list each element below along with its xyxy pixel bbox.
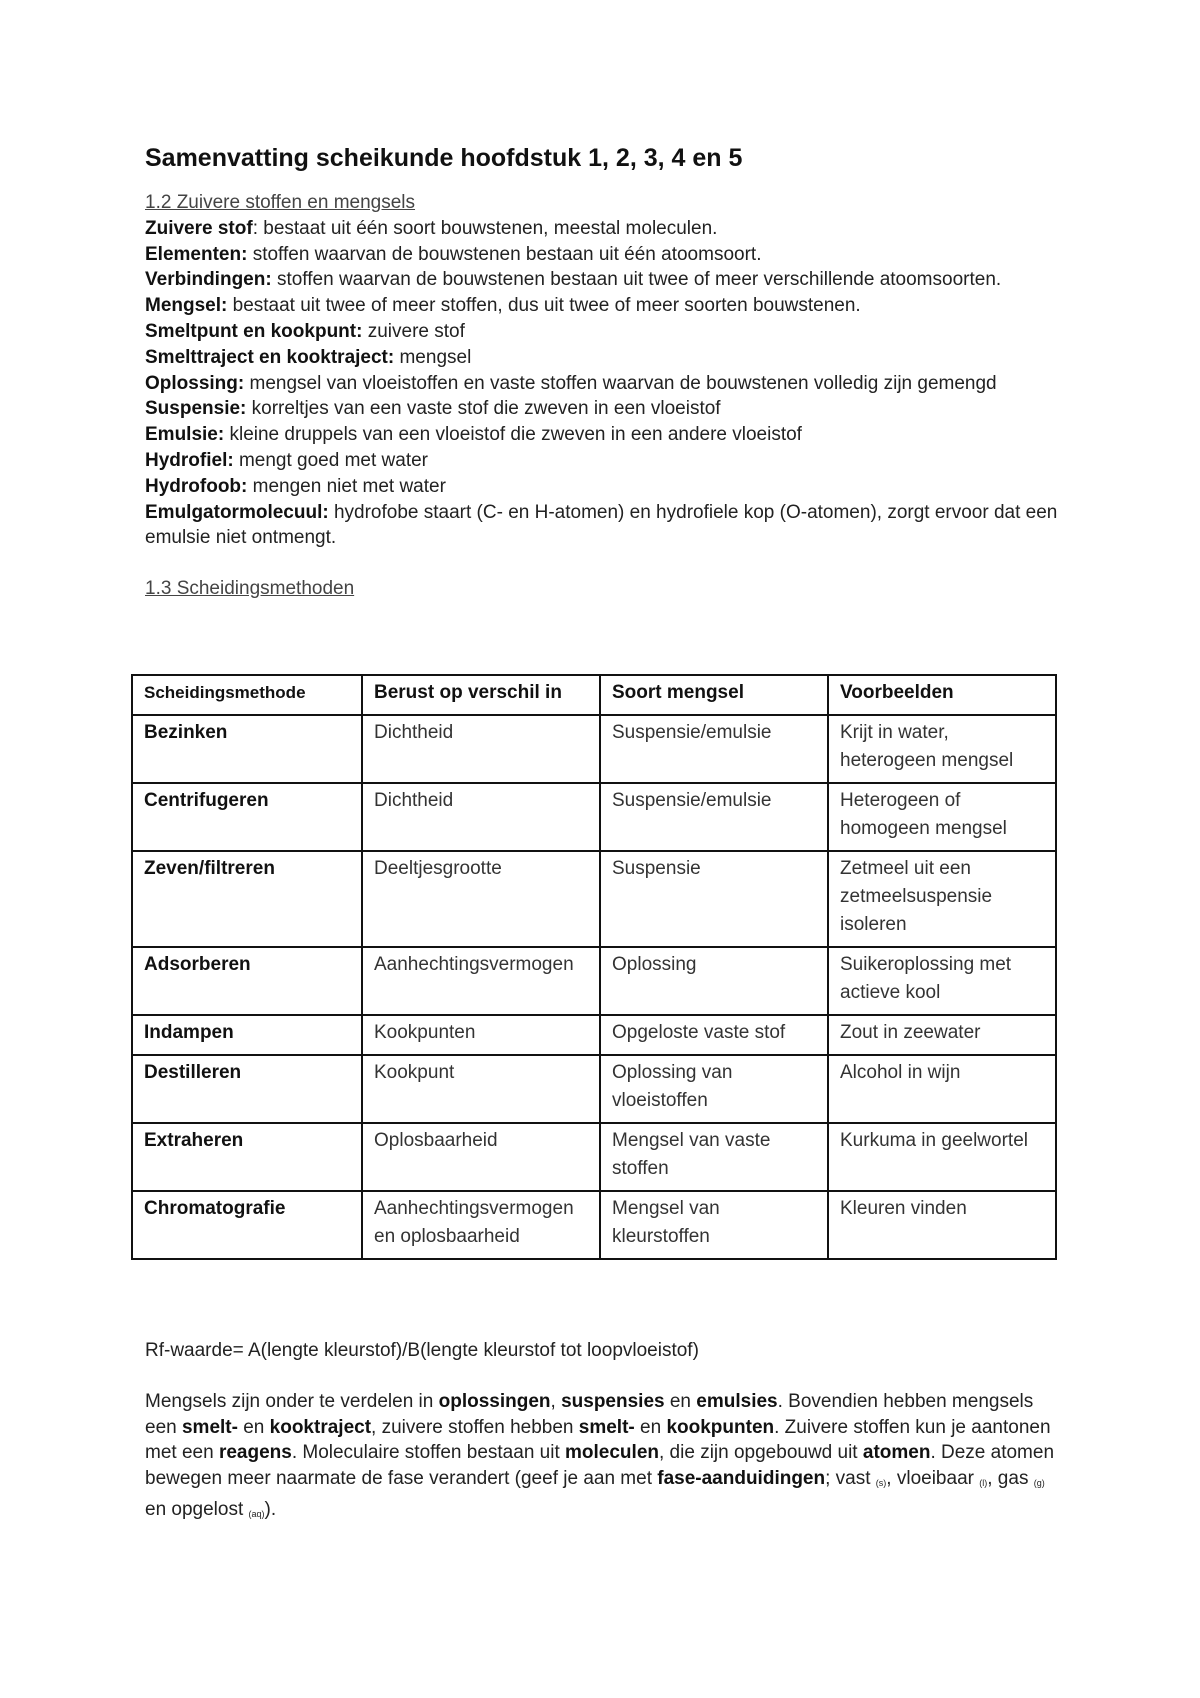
column-header-basis: Berust op verschil in <box>362 675 600 715</box>
table-header-row <box>132 675 1056 715</box>
summary-bold: moleculen <box>565 1442 659 1464</box>
summary-bold: atomen <box>862 1442 931 1464</box>
cell-method: Zeven/filtreren <box>132 851 362 947</box>
document-page <box>145 140 1065 602</box>
cell-mixture-type: Suspensie/emulsie <box>600 783 828 851</box>
definition-text: kleine druppels van een vloeistof die zweven in een andere vloeistof <box>224 424 802 446</box>
definition-line <box>145 422 1065 448</box>
summary-text: . Zuivere stoffen kun je aantonen met een <box>145 1416 1051 1464</box>
summary-text: Mengsels zijn onder te verdelen in <box>145 1390 439 1412</box>
summary-paragraph <box>145 1389 1065 1528</box>
cell-mixture-type: Opgeloste vaste stof <box>600 1015 828 1055</box>
definition-line <box>145 345 1065 371</box>
cell-mixture-type: Mengsel van vaste stoffen <box>600 1123 828 1191</box>
definition-term: Smelttraject en kooktraject: <box>145 346 395 368</box>
cell-method: Destilleren <box>132 1055 362 1123</box>
definition-line <box>145 448 1065 474</box>
summary-text: en <box>664 1390 697 1412</box>
summary-bold: smelt- <box>181 1416 238 1438</box>
summary-text: , die zijn opgebouwd uit <box>659 1442 863 1464</box>
definition-line <box>145 500 1065 552</box>
summary-text: , gas <box>987 1468 1034 1490</box>
definition-text: mengen niet met water <box>247 475 446 497</box>
definition-line <box>145 474 1065 500</box>
definitions-list <box>145 216 1065 551</box>
definition-term: Smeltpunt en kookpunt: <box>145 320 363 342</box>
definition-line <box>145 216 1065 242</box>
summary-bold: suspensies <box>561 1390 665 1412</box>
summary-text: . Bovendien hebben mengsels een <box>145 1390 1034 1438</box>
summary-bold: kookpunten <box>666 1416 775 1438</box>
cell-method: Indampen <box>132 1015 362 1055</box>
summary-text: ; vast <box>825 1468 876 1490</box>
table-row <box>132 947 1056 1015</box>
column-header-mixture-type: Soort mengsel <box>600 675 828 715</box>
table-row <box>132 783 1056 851</box>
cell-method: Extraheren <box>132 1123 362 1191</box>
definition-term: Elementen: <box>145 243 248 265</box>
cell-mixture-type: Oplossing <box>600 947 828 1015</box>
section-heading-zuivere-stoffen: 1.2 Zuivere stoffen en mengsels <box>145 192 416 213</box>
table-row <box>132 851 1056 947</box>
summary-text: en opgelost <box>145 1498 249 1520</box>
after-table-text <box>145 1338 1065 1528</box>
table-row <box>132 1191 1056 1259</box>
definition-line <box>145 242 1065 268</box>
definition-text: stoffen waarvan de bouwstenen bestaan uit twee of meer verschillende atoomsoorten. <box>271 269 1002 291</box>
summary-text: . Deze atomen bewegen meer naarmate de fase verandert (geef je aan met <box>145 1442 1055 1490</box>
summary-text: . Moleculaire stoffen bestaan uit <box>291 1442 566 1464</box>
summary-text: , zuivere stoffen hebben <box>371 1416 579 1438</box>
definition-line <box>145 267 1065 293</box>
cell-method: Centrifugeren <box>132 783 362 851</box>
summary-text: , <box>550 1390 562 1412</box>
definition-term: Hydrofoob: <box>145 475 248 497</box>
definition-term: Mengsel: <box>145 295 228 317</box>
cell-examples: Zetmeel uit een zetmeelsuspensie isoleren <box>828 851 1056 947</box>
definition-text: hydrofobe staart (C- en H-atomen) en hydrofiele kop (O-atomen), zorgt ervoor dat een emulsie niet ontmengt. <box>145 501 1058 549</box>
cell-basis: Dichtheid <box>362 715 600 783</box>
definition-line <box>145 396 1065 422</box>
definition-line <box>145 371 1065 397</box>
cell-mixture-type: Suspensie <box>600 851 828 947</box>
cell-basis: Dichtheid <box>362 783 600 851</box>
separation-methods-table <box>131 674 1057 1260</box>
definition-term: Emulsie: <box>145 424 225 446</box>
cell-basis: Deeltjesgrootte <box>362 851 600 947</box>
definition-text: zuivere stof <box>362 320 465 342</box>
summary-text: , vloeibaar <box>886 1468 980 1490</box>
summary-bold: reagens <box>218 1442 292 1464</box>
summary-bold: kooktraject <box>269 1416 372 1438</box>
summary-bold: smelt- <box>578 1416 635 1438</box>
definition-text: mengsel van vloeistoffen en vaste stoffen waarvan de bouwstenen volledig zijn gemengd <box>244 372 997 394</box>
cell-examples: Heterogeen of homogeen mengsel <box>828 783 1056 851</box>
definition-term: Emulgatormolecuul: <box>145 501 329 523</box>
cell-basis: Oplosbaarheid <box>362 1123 600 1191</box>
summary-text: en <box>237 1416 270 1438</box>
cell-examples: Suikeroplossing met actieve kool <box>828 947 1056 1015</box>
table-row <box>132 1123 1056 1191</box>
cell-examples: Kurkuma in geelwortel <box>828 1123 1056 1191</box>
cell-mixture-type: Mengsel van kleurstoffen <box>600 1191 828 1259</box>
definition-term: Oplossing: <box>145 372 245 394</box>
definition-text: mengsel <box>394 346 472 368</box>
definition-term: Hydrofiel: <box>145 449 234 471</box>
cell-method: Bezinken <box>132 715 362 783</box>
definition-text: korreltjes van een vaste stof die zweven in een vloeistof <box>246 398 721 420</box>
cell-examples: Krijt in water, heterogeen mengsel <box>828 715 1056 783</box>
rf-value-line: Rf-waarde= A(lengte kleurstof)/B(lengte kleurstof tot loopvloeistof) <box>145 1340 699 1361</box>
column-header-method: Scheidingsmethode <box>132 675 362 715</box>
cell-examples: Zout in zeewater <box>828 1015 1056 1055</box>
cell-examples: Alcohol in wijn <box>828 1055 1056 1123</box>
page-title: Samenvatting scheikunde hoofdstuk 1, 2, 3, 4 en 5 <box>145 144 743 172</box>
cell-method: Adsorberen <box>132 947 362 1015</box>
definition-term: Zuivere stof <box>145 217 253 239</box>
cell-basis: Kookpunt <box>362 1055 600 1123</box>
summary-bold: oplossingen <box>438 1390 551 1412</box>
definition-text: bestaat uit één soort bouwstenen, meestal moleculen. <box>257 217 718 239</box>
section-heading-scheidingsmethoden: 1.3 Scheidingsmethoden <box>145 578 355 600</box>
table-row <box>132 715 1056 783</box>
phase-subscript-liquid: (l) <box>979 1478 988 1489</box>
definition-text: bestaat uit twee of meer stoffen, dus uit twee of meer soorten bouwstenen. <box>227 295 861 317</box>
definition-term: Suspensie: <box>145 398 247 420</box>
table-row <box>132 1055 1056 1123</box>
definition-line <box>145 293 1065 319</box>
cell-basis: Kookpunten <box>362 1015 600 1055</box>
definition-term: Verbindingen: <box>145 269 272 291</box>
summary-bold: emulsies <box>696 1390 778 1412</box>
phase-subscript-solid: (s) <box>875 1478 887 1489</box>
phase-subscript-gas: (g) <box>1033 1478 1045 1489</box>
phase-subscript-aqueous: (aq) <box>248 1508 265 1519</box>
cell-method: Chromatografie <box>132 1191 362 1259</box>
table-row <box>132 1015 1056 1055</box>
definition-separator: : <box>252 217 258 239</box>
cell-mixture-type: Oplossing van vloeistoffen <box>600 1055 828 1123</box>
cell-examples: Kleuren vinden <box>828 1191 1056 1259</box>
summary-text: ). <box>264 1498 277 1520</box>
definition-text: mengt goed met water <box>233 449 429 471</box>
summary-text: en <box>634 1416 667 1438</box>
cell-basis: Aanhechtingsvermogen <box>362 947 600 1015</box>
definition-text: stoffen waarvan de bouwstenen bestaan uit één atoomsoort. <box>247 243 762 265</box>
cell-mixture-type: Suspensie/emulsie <box>600 715 828 783</box>
column-header-examples: Voorbeelden <box>828 675 1056 715</box>
summary-bold: fase-aanduidingen <box>657 1468 826 1490</box>
definition-line <box>145 319 1065 345</box>
cell-basis: Aanhechtingsvermogen en oplosbaarheid <box>362 1191 600 1259</box>
